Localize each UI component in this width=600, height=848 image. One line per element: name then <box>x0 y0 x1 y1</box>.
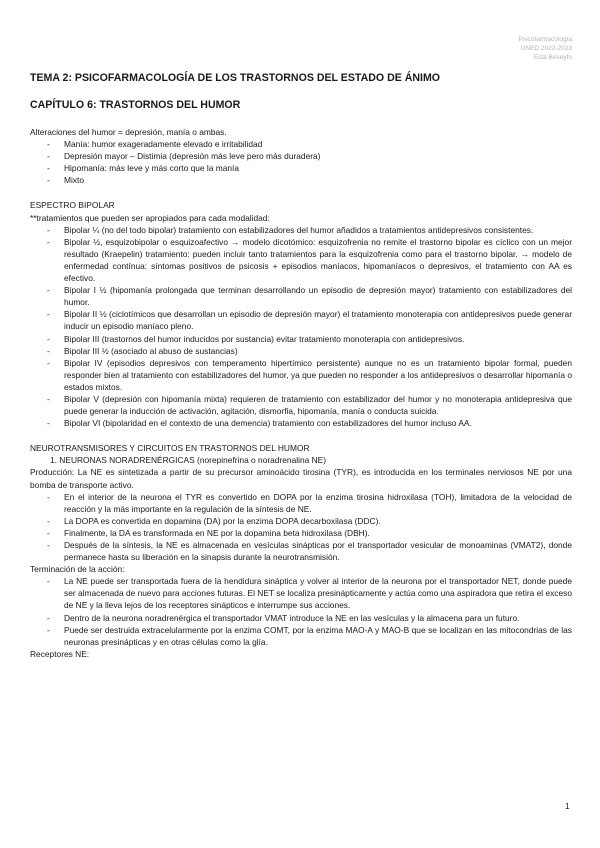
espectro-intro: **tratamientos que pueden ser apropiados para cada modalidad: <box>30 212 270 223</box>
list-item: - Bipolar V (depresión con hipomanía mixta) requieren de tratamiento con estabilizador del humor y no monoterapia antidepresiva que puede generar la inducción de activación, agitación, dismorfia, hipomanía, manía o conducta suicida. <box>30 393 572 417</box>
list-item: - Dentro de la neurona noradrenérgica el transportador VMAT introduce la NE en las vesículas y la almacena para un futuro. <box>30 612 572 624</box>
list-item: - Bipolar II ½ (ciclotímicos que desarrollan un episodio de depresión mayor) el tratamiento monoterapia con antidepresivos puede generar inducir un episodio maníaco pleno. <box>30 308 572 332</box>
list-item: - Finalmente, la DA es transformada en NE por la dopamina beta hidroxilasa (DBH). <box>30 527 572 539</box>
list-item: - Después de la síntesis, la NE es almacenada en vesículas sinápticas por el transportador vesicular de monoaminas (VMAT2), donde permanece hasta su liberación en la sinapsis durante la neurotransmisión. <box>30 539 572 563</box>
list-item: - Bipolar III ½ (asociado al abuso de sustancias) <box>30 345 572 357</box>
alteraciones-intro: Alteraciones del humor = depresión, manía o ambas. <box>30 127 227 137</box>
list-item: - Manía: humor exageradamente elevado e irritabilidad <box>30 138 572 150</box>
list-item: - Bipolar ½, esquizobipolar o esquizoafectivo → modelo dicotómico: esquizofrenia no remite el trastorno bipolar es cíclico con un mejor resultado (Kraepelin) tratamiento: pueden incluir tanto tratamientos para la esquizofrenia como para el trastorno bipolar. → modelo de enfermedad contínua: síntomas positivos de psicosis + episodios maníacos, hipomaníacos o depresivos, el tratamiento con AA es efectivo. <box>30 236 572 284</box>
page-content <box>30 72 572 660</box>
produccion-paragraph: Producción: La NE es sintetizada a partir de su precursor aminoácido tirosina (TYR), es introducida en los terminales nerviosos NE por una bomba de transporte activo. <box>30 467 572 490</box>
list-item: - La NE puede ser transportada fuera de la hendidura sináptica y volver al interior de la neurona por el transportador NET, donde puede ser almacenada de nuevo para acciones futuras. El NET se localiza presinápticamente y actúa como una aspiradora que retira el exceso de NE y la lleva lejos de los receptores sinápticos e interrumpe sus acciones. <box>30 575 572 611</box>
section-heading-espectro: ESPECTRO BIPOLAR <box>30 200 115 211</box>
header-author: Esta Beseyfo <box>533 54 572 61</box>
receptores-heading: Receptores NE: <box>30 648 90 659</box>
espectro-list <box>30 224 572 430</box>
terminacion-heading: Terminación de la acción: <box>30 564 125 575</box>
list-item: - Mixto <box>30 174 572 186</box>
produccion-list <box>30 491 572 564</box>
list-item: - Depresión mayor – Distimia (depresión más leve pero más duradera) <box>30 150 572 162</box>
capitulo-title: CAPÍTULO 6: TRASTORNOS DEL HUMOR <box>30 99 241 111</box>
list-item: - Bipolar ¼ (no del todo bipolar) tratamiento con estabilizadores del humor añadidos a tratamientos antidepresivos consistentes. <box>30 224 572 236</box>
list-item: - La DOPA es convertida en dopamina (DA) por la enzima DOPA decarboxilasa (DDC). <box>30 515 572 527</box>
section-heading-neuro: NEUROTRANSMISORES Y CIRCUITOS EN TRASTORNOS DEL HUMOR <box>30 443 310 454</box>
header-subject: Psicofarmacología <box>518 36 572 43</box>
alteraciones-list <box>30 138 572 186</box>
list-item: - Hipomanía: más leve y más corto que la manía <box>30 162 572 174</box>
terminacion-list <box>30 575 572 648</box>
header-course: UNED 2022-2023 <box>520 45 572 52</box>
header-info <box>519 35 572 62</box>
tema-title: TEMA 2: PSICOFARMACOLOGÍA DE LOS TRASTORNOS DEL ESTADO DE ÁNIMO <box>30 72 441 84</box>
subsection-heading-noradrenergicas: 1. NEURONAS NORADRENÉRGICAS (norepinefrina o noradrenalina NE) <box>50 455 327 466</box>
list-item: - Bipolar VI (bipolaridad en el contexto de una demencia) tratamiento con estabilizadores del humor incluso AA. <box>30 417 572 429</box>
list-item: - Puede ser destruida extracelularmente por la enzima COMT, por la enzima MAO-A y MAO-B que se localizan en las mitocondrias de las neuronas presinápticas y en otras células como la glía. <box>30 624 572 648</box>
list-item: - Bipolar III (trastornos del humor inducidos por sustancia) evitar tratamiento monoterapia con antidepresivos. <box>30 333 572 345</box>
page-number: 1 <box>565 801 570 811</box>
list-item: - Bipolar I ½ (hipomanía prolongada que terminan desarrollando un episodio de depresión mayor) tratamiento con estabilizadores del humor. <box>30 284 572 308</box>
list-item: - En el interior de la neurona el TYR es convertido en DOPA por la enzima tirosina hidroxilasa (TOH), limitadora de la velocidad de reacción y la más importante en la regulación de la síntesis de NE. <box>30 491 572 515</box>
list-item: - Bipolar IV (episodios depresivos con temperamento hipertímico persistente) aunque no es un tratamiento bipolar formal, pueden responder bien al tratamiento con estabilizadores del humor, ya que pueden no responder a los antidepresivos o desarrollar hipomanía o estados mixtos. <box>30 357 572 393</box>
